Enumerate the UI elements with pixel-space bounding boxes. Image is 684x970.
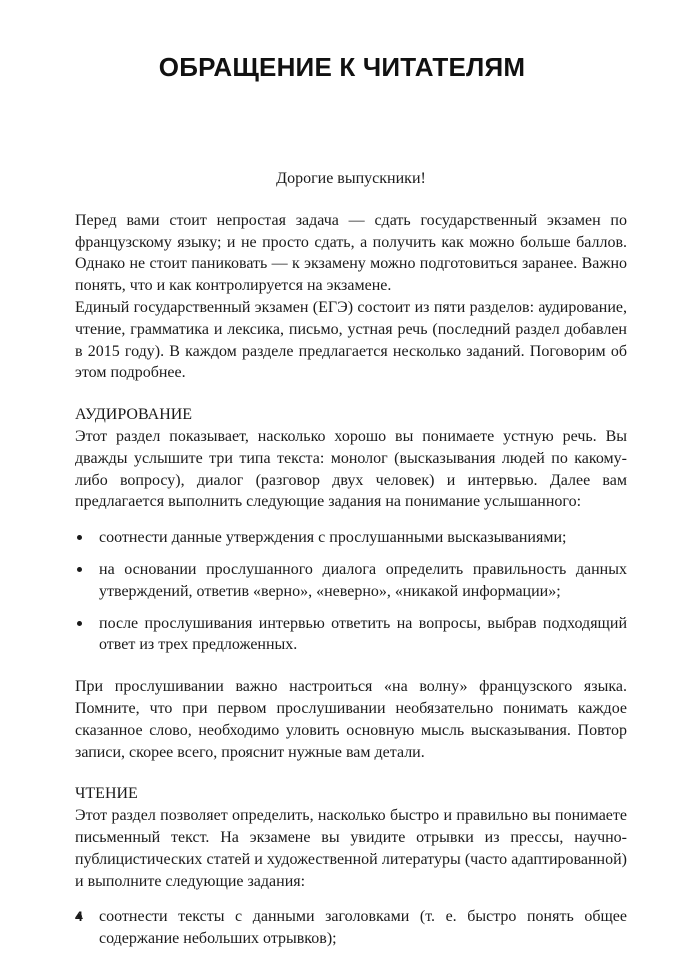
listening-paragraph: Этот раздел показывает, насколько хорошо вы понимаете устную речь. Вы дважды услышите три типа текста: монолог (высказывания людей по какому-либо вопросу), диалог (разговор двух человек) и интервью. Далее вам предлагается выполнить следующие задания на понимание услышанного: (75, 427, 627, 511)
section-heading-reading: ЧТЕНИЕ (75, 785, 138, 803)
list-item (75, 613, 627, 657)
page-title: ОБРАЩЕНИЕ К ЧИТАТЕЛЯМ (158, 52, 526, 82)
list-item-text: соотнести тексты с данными заголовками (т. е. быстро понять общее содержание небольших отрывков); (99, 908, 627, 948)
list-item-text: на основании прослушанного диалога определить правильность данных утверждений, ответив «верно», «неверно», «никакой информации»; (99, 560, 627, 600)
list-item (75, 559, 627, 603)
section-heading-listening: АУДИРОВАНИЕ (75, 406, 193, 424)
intro-paragraph-1: Перед вами стоит непростая задача — сдать государственный экзамен по французскому языку; и не просто сдать, а получить как можно больше баллов. Однако не стоит паниковать — к экзамену можно подготовиться заранее. Важно понять, что и как контролируется на экзамене. (75, 211, 627, 295)
reading-paragraph: Этот раздел позволяет определить, насколько быстро и правильно вы понимаете письменный текст. На экзамене вы увидите отрывки из прессы, научно-публицистических статей и художественной литературы (часто адаптированной) и выполните следующие задания: (75, 807, 627, 890)
list-item-text: после прослушивания интервью ответить на вопросы, выбрав подходящий ответ из трех предложенных. (99, 614, 627, 654)
list-item-text: соотнести данные утверждения с прослушанными высказываниями; (99, 529, 567, 547)
salutation: Дорогие выпускники! (276, 170, 426, 187)
bullet-icon (77, 567, 82, 572)
page-content (75, 168, 627, 970)
listening-advice-paragraph: При прослушивании важно настроиться «на волну» французского языка. Помните, что при первом прослушивании необязательно понимать каждое сказанное слово, необходимо уловить основную мысль высказывания. Повтор записи, скорее всего, прояснит нужные вам детали. (75, 678, 627, 761)
list-item (75, 906, 627, 950)
listening-task-list (75, 527, 627, 656)
bullet-icon (77, 621, 82, 626)
intro-paragraph-2: Единый государственный экзамен (ЕГЭ) состоит из пяти разделов: аудирование, чтение, грамматика и лексика, письмо, устная речь (последний раздел добавлен в 2015 году). В каждом разделе предлагается несколько заданий. Поговорим об этом подробнее. (75, 298, 627, 382)
reading-task-list (75, 906, 627, 950)
list-item (75, 527, 627, 549)
bullet-icon (77, 535, 82, 540)
page-number: 4 (75, 908, 83, 924)
